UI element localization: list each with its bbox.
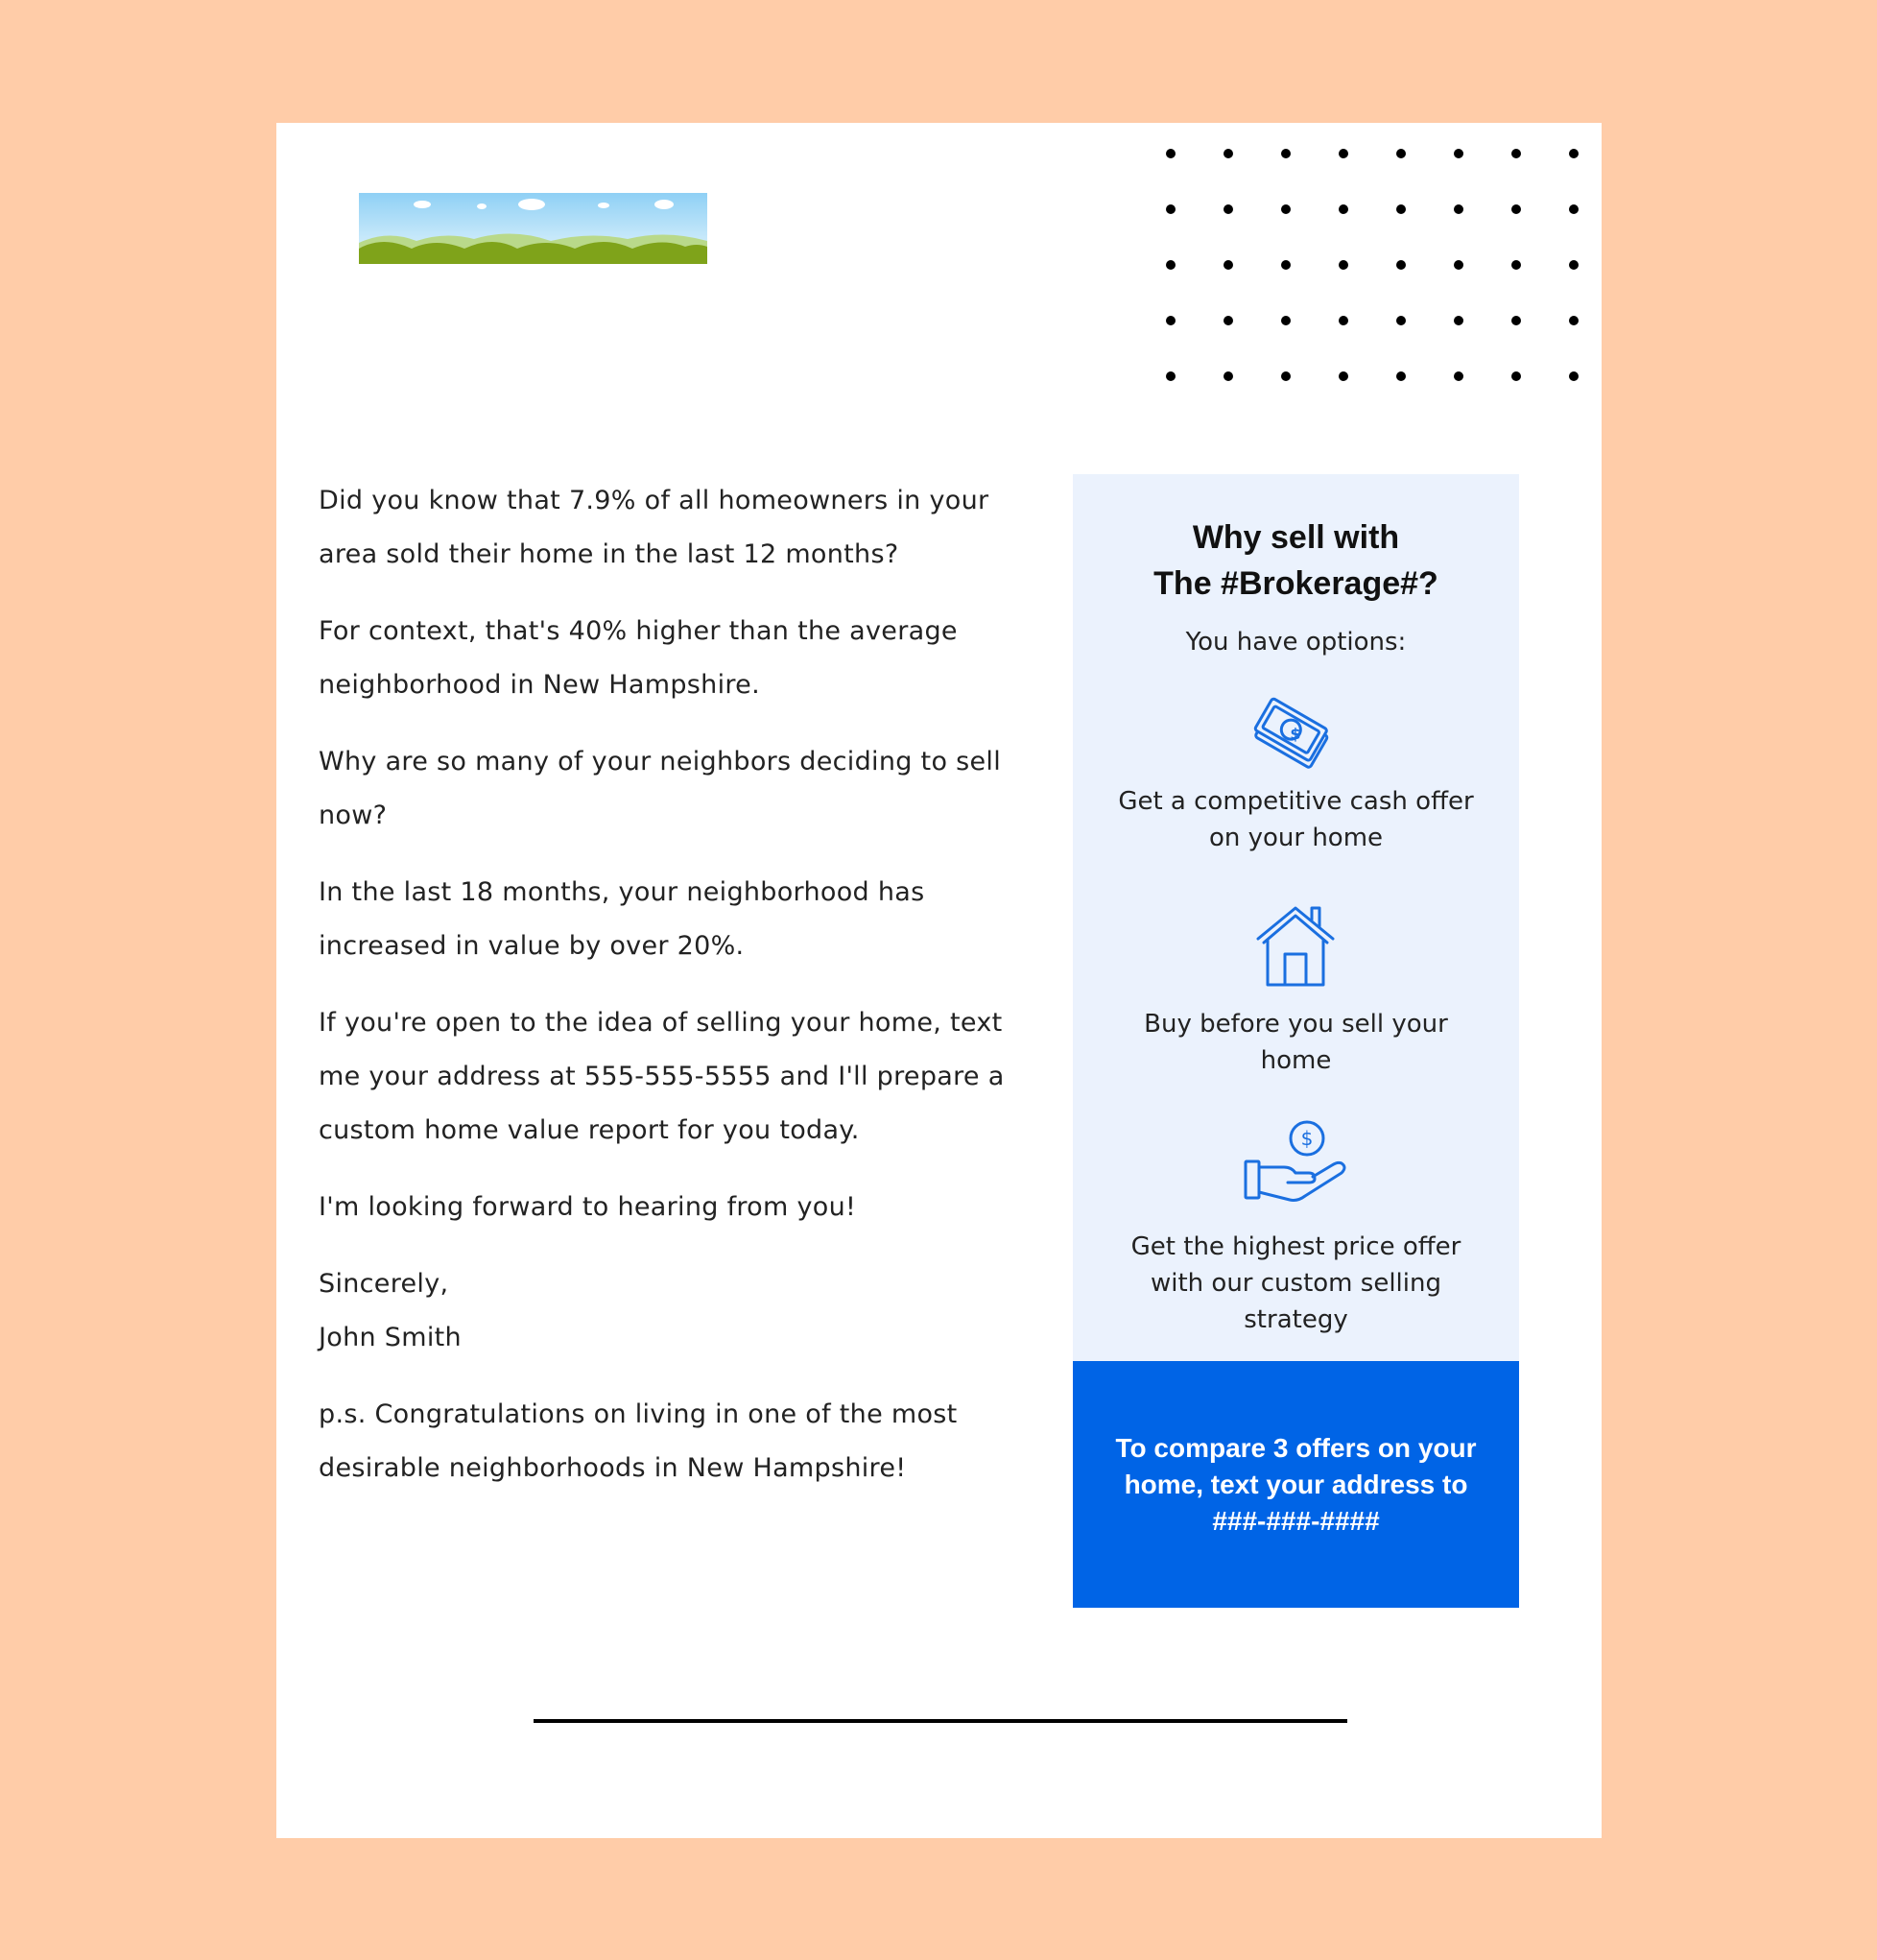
decorative-dot: [1454, 371, 1463, 381]
decorative-dot: [1281, 260, 1291, 270]
dot-grid-decoration: [1159, 134, 1591, 384]
decorative-dot: [1396, 316, 1406, 325]
letter-paragraph: If you're open to the idea of selling your home, text me your address at 555-555-5555 and I'll prepare a custom home value report for you today.: [319, 1008, 1005, 1145]
decorative-dot: [1396, 260, 1406, 270]
decorative-dot: [1166, 371, 1176, 381]
option-cash-offer: Get a competitive cash offer on your home: [1118, 787, 1474, 852]
decorative-dot: [1281, 371, 1291, 381]
decorative-dot: [1454, 260, 1463, 270]
decorative-dot: [1511, 260, 1521, 270]
decorative-dot: [1569, 149, 1579, 158]
svg-text:$: $: [1300, 1127, 1314, 1150]
letter-signature: John Smith: [319, 1323, 462, 1352]
letter-postscript: p.s. Congratulations on living in one of the most desirable neighborhoods in New Hampshire!: [319, 1399, 958, 1483]
cta-text: To compare 3 offers on your home, text your address to ###-###-####: [1115, 1432, 1477, 1536]
decorative-dot: [1396, 204, 1406, 214]
decorative-dot: [1339, 260, 1348, 270]
svg-text:$: $: [1290, 725, 1301, 743]
decorative-dot: [1511, 149, 1521, 158]
decorative-dot: [1511, 371, 1521, 381]
cash-icon: [1248, 691, 1342, 776]
decorative-dot: [1511, 316, 1521, 325]
decorative-dot: [1339, 149, 1348, 158]
decorative-dot: [1569, 260, 1579, 270]
decorative-dot: [1281, 204, 1291, 214]
decorative-dot: [1511, 204, 1521, 214]
option-highest-price: Get the highest price offer with our custom selling strategy: [1130, 1232, 1461, 1334]
letter-paragraph: Why are so many of your neighbors deciding to sell now?: [319, 747, 1002, 830]
letter-page: [276, 123, 1602, 1838]
hand-dollar-icon: [1242, 1119, 1349, 1206]
sidebar-subtitle: You have options:: [1185, 628, 1407, 657]
decorative-dot: [1166, 149, 1176, 158]
decorative-dot: [1281, 316, 1291, 325]
decorative-dot: [1454, 149, 1463, 158]
letter-paragraph: For context, that's 40% higher than the average neighborhood in New Hampshire.: [319, 616, 958, 700]
letter-closing: Sincerely,: [319, 1269, 449, 1299]
why-sell-sidebar: [1073, 474, 1519, 1361]
decorative-dot: [1224, 316, 1233, 325]
bottom-divider: [534, 1719, 1347, 1723]
letter-paragraph: In the last 18 months, your neighborhood has increased in value by over 20%.: [319, 877, 925, 961]
option-buy-before-sell: Buy before you sell your home: [1144, 1010, 1448, 1075]
decorative-dot: [1224, 204, 1233, 214]
letter-body: [319, 474, 1010, 1518]
sidebar-title-line1: Why sell with: [1192, 519, 1400, 556]
cta-box: [1073, 1361, 1519, 1608]
house-icon: [1252, 902, 1339, 989]
decorative-dot: [1166, 260, 1176, 270]
decorative-dot: [1569, 204, 1579, 214]
decorative-dot: [1224, 149, 1233, 158]
decorative-dot: [1454, 204, 1463, 214]
decorative-dot: [1224, 371, 1233, 381]
sidebar-title: [1073, 514, 1519, 607]
decorative-dot: [1454, 316, 1463, 325]
decorative-dot: [1569, 371, 1579, 381]
decorative-dot: [1339, 371, 1348, 381]
letter-paragraph: Did you know that 7.9% of all homeowners in your area sold their home in the last 12 months?: [319, 486, 989, 569]
decorative-dot: [1339, 204, 1348, 214]
decorative-dot: [1339, 316, 1348, 325]
landscape-logo: [359, 193, 707, 264]
sidebar-title-line2: The #Brokerage#?: [1153, 565, 1438, 602]
decorative-dot: [1569, 316, 1579, 325]
decorative-dot: [1166, 204, 1176, 214]
decorative-dot: [1224, 260, 1233, 270]
decorative-dot: [1396, 149, 1406, 158]
decorative-dot: [1166, 316, 1176, 325]
letter-paragraph: I'm looking forward to hearing from you!: [319, 1192, 857, 1222]
decorative-dot: [1281, 149, 1291, 158]
decorative-dot: [1396, 371, 1406, 381]
